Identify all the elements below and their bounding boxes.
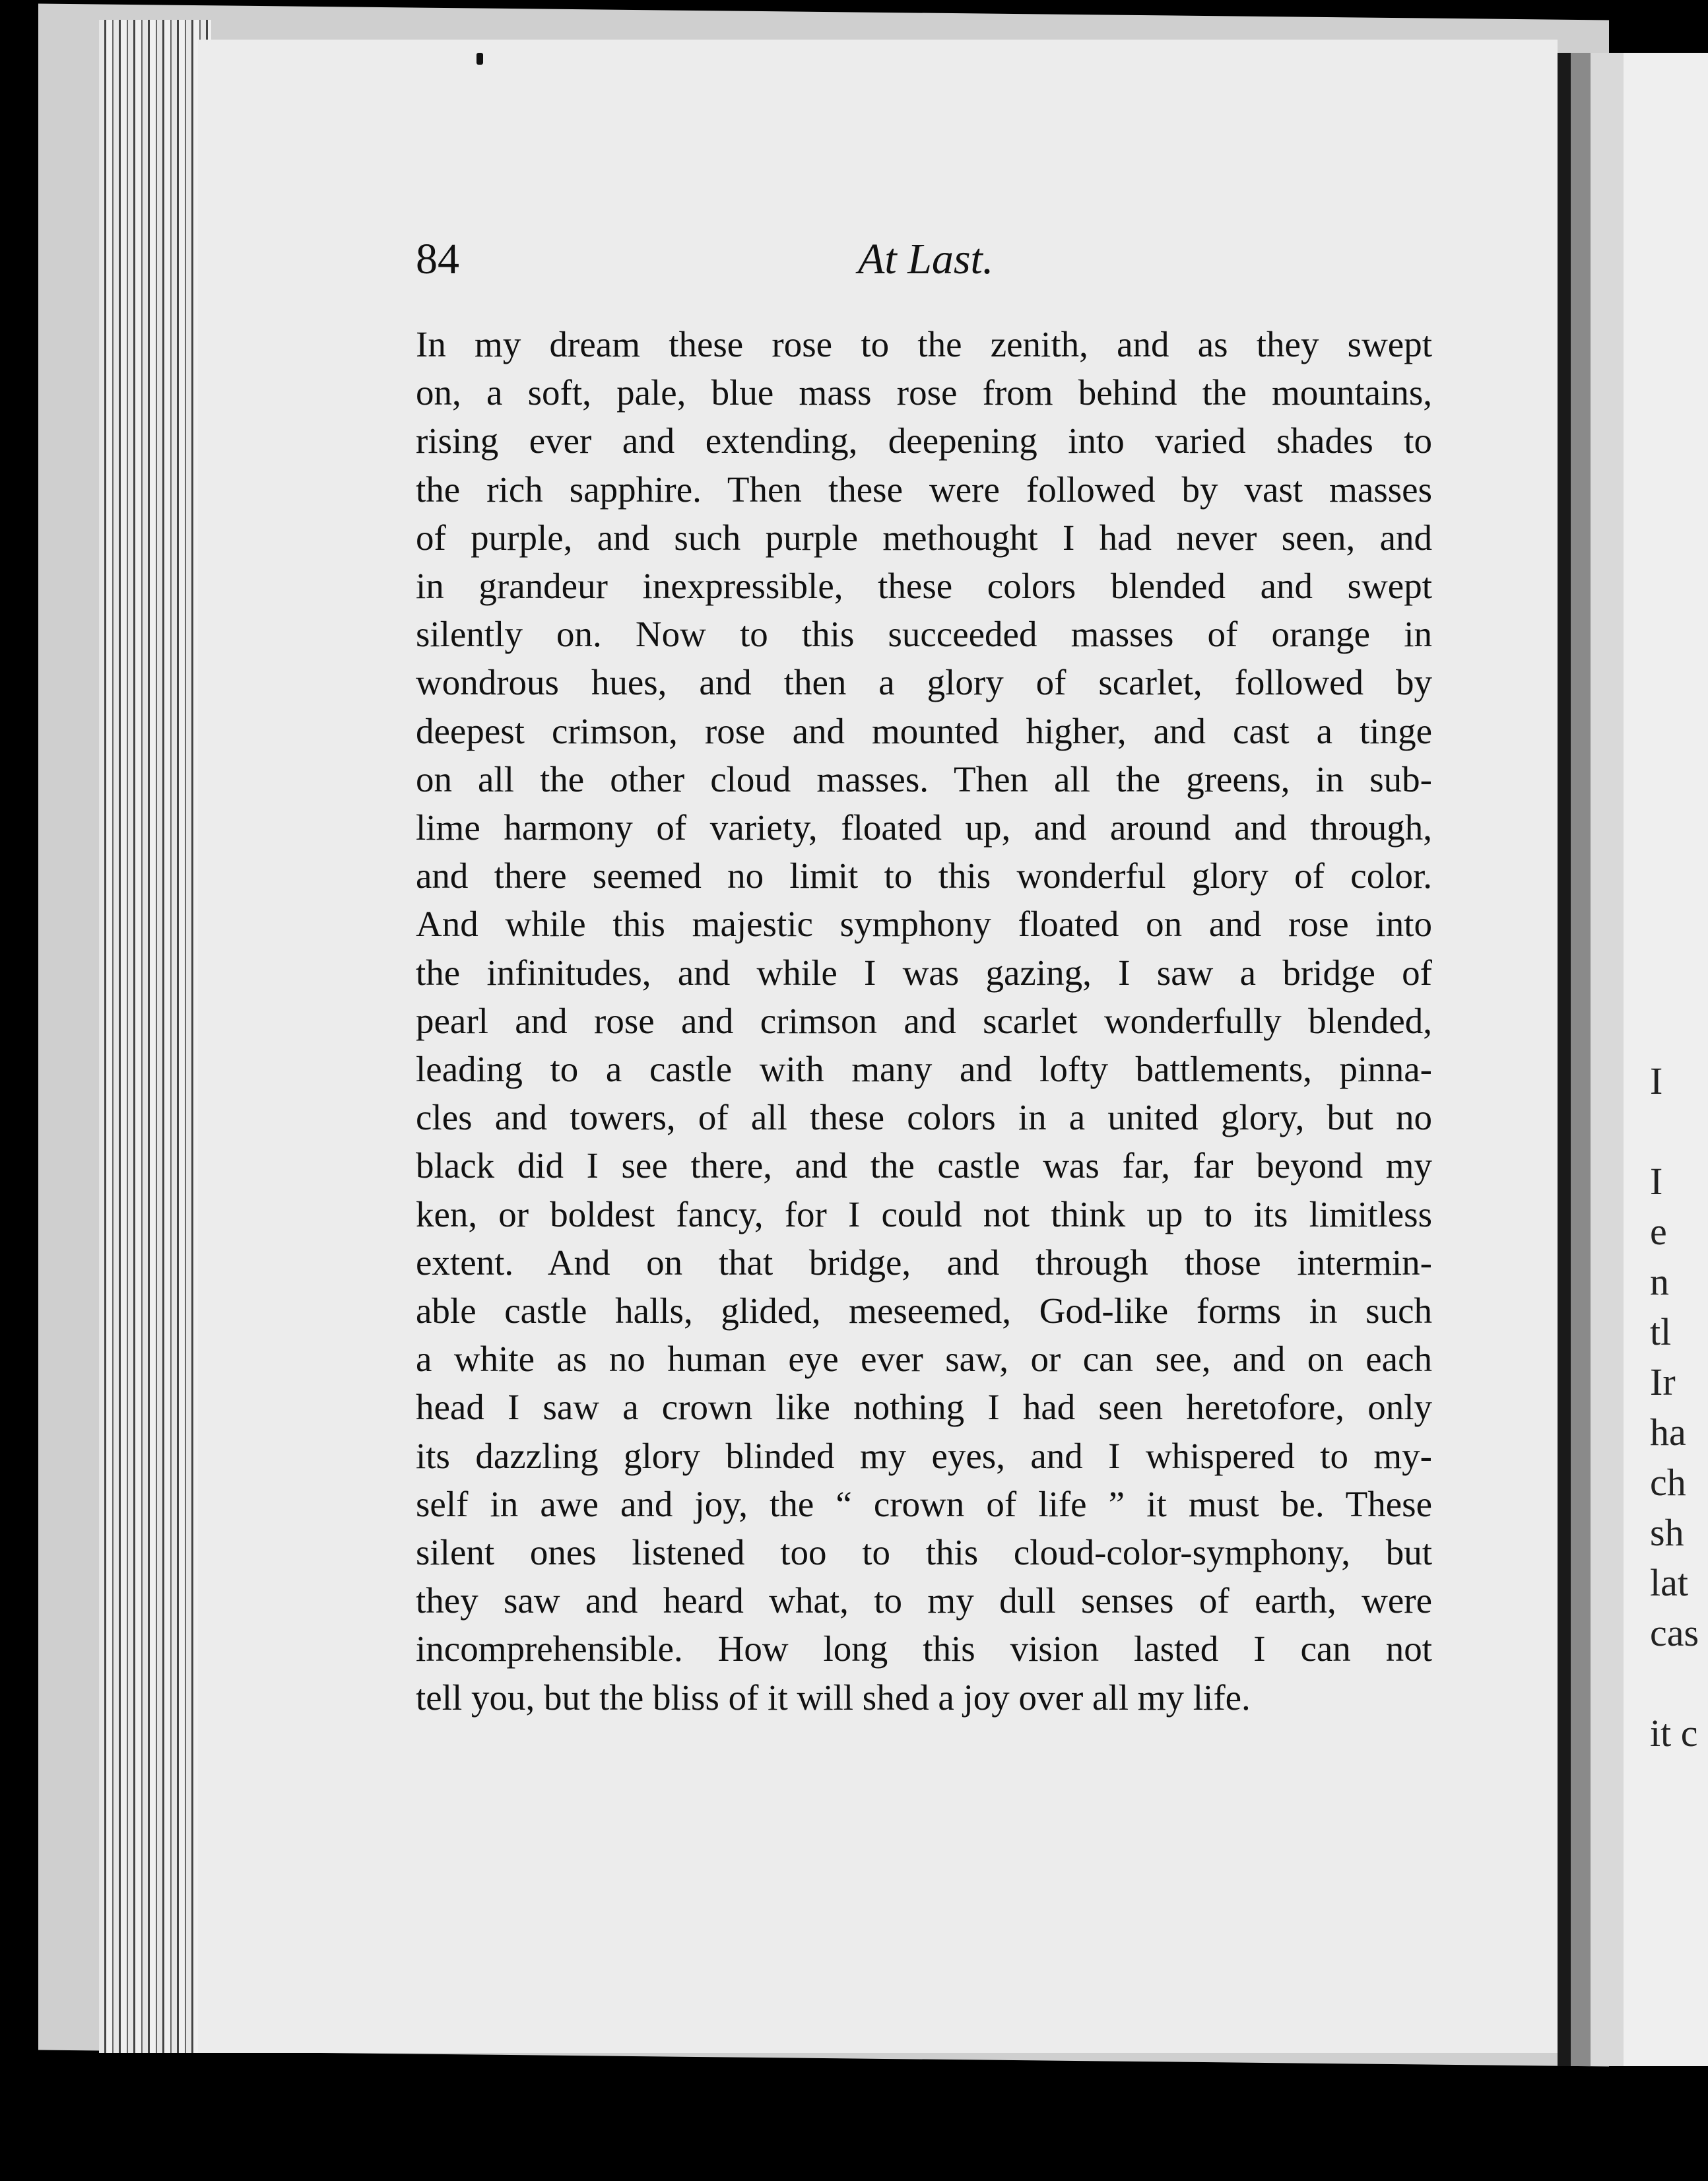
text-line: on, a soft, pale, blue mass rose from behind the mountains, (416, 372, 1432, 413)
text-line: deepest crimson, rose and mounted higher, and cast a tinge (416, 710, 1432, 751)
text-line: its dazzling glory blinded my eyes, and I whispered to my- (416, 1435, 1432, 1476)
text-line: self in awe and joy, the “ crown of life ” it must be. These (416, 1483, 1432, 1524)
body-text (416, 320, 1432, 1722)
fragment: lat (1650, 1561, 1688, 1604)
text-line: pearl and rose and crimson and scarlet wonderfully blended, (416, 1000, 1432, 1041)
facing-page-fragments (1650, 1056, 1708, 1759)
fragment: ch (1650, 1461, 1686, 1504)
fragment: sh (1650, 1511, 1684, 1554)
text-line: silent ones listened too to this cloud-color-symphony, but (416, 1532, 1432, 1573)
text-line: wondrous hues, and then a glory of scarlet, followed by (416, 662, 1432, 703)
book-page-edges (99, 20, 211, 2053)
text-line: the rich sapphire. Then these were followed by vast masses (416, 469, 1432, 510)
text-line: able castle halls, glided, meseemed, God-like forms in such (416, 1291, 1432, 1331)
text-line: silently on. Now to this succeeded masses of orange in (416, 614, 1432, 655)
fragment: e (1650, 1210, 1667, 1253)
text-line: head I saw a crown like nothing I had seen heretofore, only (416, 1387, 1432, 1428)
fragment (1650, 1106, 1708, 1157)
text-line: the infinitudes, and while I was gazing, I saw a bridge of (416, 952, 1432, 993)
text-line: rising ever and extending, deepening into varied shades to (416, 420, 1432, 461)
fragment: it c (1650, 1712, 1698, 1755)
text-line: lime harmony of variety, floated up, and around and through, (416, 807, 1432, 848)
text-line: a white as no human eye ever saw, or can see, and on each (416, 1339, 1432, 1380)
page-header (416, 234, 1445, 287)
fragment: I (1650, 1059, 1663, 1102)
fragment: n (1650, 1260, 1669, 1303)
text-line: in grandeur inexpressible, these colors blended and swept (416, 566, 1432, 607)
text-line: And while this majestic symphony floated on and rose into (416, 904, 1432, 945)
running-title: At Last. (858, 235, 994, 283)
fragment: Ir (1650, 1360, 1676, 1403)
page-number: 84 (416, 235, 459, 283)
fragment: ha (1650, 1411, 1686, 1454)
text-line: ken, or boldest fancy, for I could not think up to its limitless (416, 1193, 1432, 1234)
fragment: I (1650, 1160, 1663, 1203)
fragment: cas (1650, 1611, 1699, 1654)
fragment: tl (1650, 1310, 1672, 1353)
text-line: and there seemed no limit to this wonderful glory of color. (416, 856, 1432, 896)
text-line: In my dream these rose to the zenith, and as they swept (416, 324, 1432, 364)
text-line: of purple, and such purple methought I had never seen, and (416, 517, 1432, 558)
fragment (1650, 1658, 1708, 1708)
ink-speck (476, 53, 483, 65)
text-line: they saw and heard what, to my dull senses of earth, were (416, 1580, 1432, 1621)
text-line: tell you, but the bliss of it will shed a joy over all my life. (416, 1677, 1251, 1718)
text-line: cles and towers, of all these colors in a united glory, but no (416, 1097, 1432, 1138)
text-line: incomprehensible. How long this vision lasted I can not (416, 1628, 1432, 1669)
text-line: on all the other cloud masses. Then all the greens, in sub- (416, 758, 1432, 799)
text-line: leading to a castle with many and lofty battlements, pinna- (416, 1049, 1432, 1090)
text-line: extent. And on that bridge, and through those intermin- (416, 1242, 1432, 1283)
text-line: black did I see there, and the castle was far, far beyond my (416, 1145, 1432, 1186)
